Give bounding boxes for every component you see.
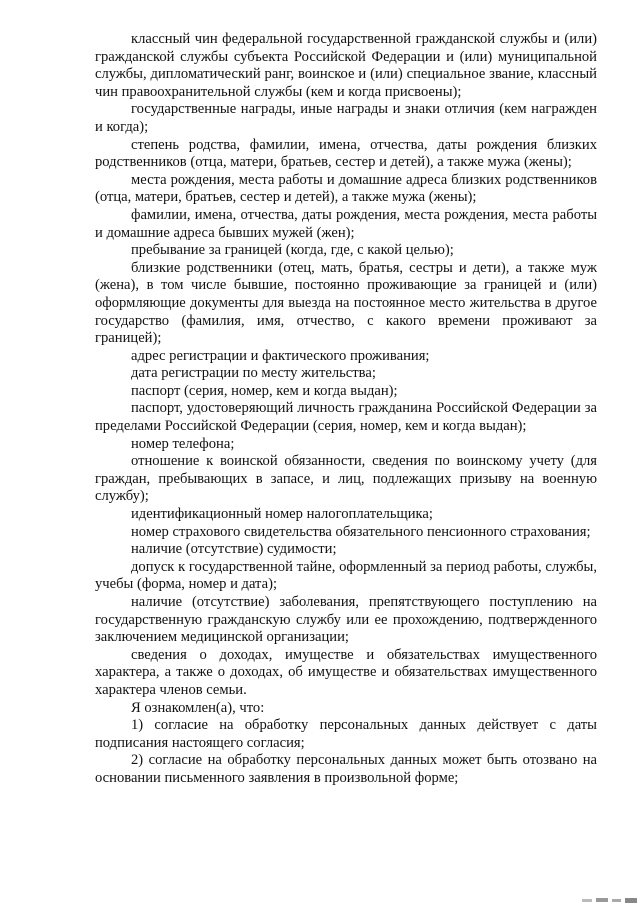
scan-edge-mark	[580, 896, 640, 904]
paragraph-registration-address: адрес регистрации и фактического проживания;	[131, 347, 430, 364]
paragraph-military: отношение к воинской обязанности, сведения по воинскому учету (для граждан, пребывающих в запасе, и лиц, подлежащих призыву на военную службу);	[95, 453, 597, 505]
paragraph-relatives-abroad: близкие родственники (отец, мать, братья, сестры и дети), а также муж (жена), в том числе бывшие, постоянно проживающие за границей и (или) оформляющие документы для выезда на постоянное место жительства в другое государство (фамилия, имя, отчество, с какого времени проживают за границей);	[95, 259, 597, 347]
paragraph-foreign-passport: паспорт, удостоверяющий личность гражданина Российской Федерации за пределами Российской Федерации (серия, номер, кем и когда выдан);	[95, 400, 597, 435]
paragraph-abroad-stay: пребывание за границей (когда, где, с какой целью);	[131, 242, 454, 259]
paragraph-relatives-birth: степень родства, фамилии, имена, отчества, даты рождения близких родственников (отца, матери, братьев, сестер и детей), а также мужа (жены);	[95, 136, 597, 171]
paragraph-registration-date: дата регистрации по месту жительства;	[131, 365, 376, 382]
paragraph-criminal-record: наличие (отсутствие) судимости;	[131, 541, 337, 558]
paragraph-medical: наличие (отсутствие) заболевания, препятствующего поступлению на государственную гражданскую службу или ее прохождению, подтвержденного заключением медицинской организации;	[95, 594, 597, 646]
paragraph-consent-revocation: 2) согласие на обработку персональных данных может быть отозвано на основании письменного заявления в произвольной форме;	[95, 752, 597, 786]
paragraph-pension: номер страхового свидетельства обязательного пенсионного страхования;	[131, 523, 591, 540]
paragraph-phone: номер телефона;	[131, 435, 235, 452]
paragraph-acknowledged: Я ознакомлен(а), что:	[131, 699, 265, 716]
paragraph-relatives-addresses: места рождения, места работы и домашние адреса близких родственников (отца, матери, братьев, сестер и детей), а также мужа (жены);	[95, 171, 597, 206]
paragraph-former-spouses: фамилии, имена, отчества, даты рождения, места рождения, места работы и домашние адреса бывших мужей (жен);	[95, 206, 597, 241]
paragraph-tax-id: идентификационный номер налогоплательщика;	[131, 506, 433, 523]
paragraph-income: сведения о доходах, имуществе и обязательствах имущественного характера, а также о доходах, об имуществе и обязательствах имущественного характера членов семьи.	[95, 646, 597, 698]
paragraph-class-rank: классный чин федеральной государственной гражданской службы и (или) гражданской службы субъекта Российской Федерации и (или) муниципальной службы, дипломатический ранг, воинское и (или) специальное звание, классный чин правоохранительной службы (кем и когда присвоены);	[95, 31, 597, 100]
paragraph-state-secret: допуск к государственной тайне, оформленный за период работы, службы, учебы (форма, номер и дата);	[95, 558, 597, 593]
paragraph-consent-validity: 1) согласие на обработку персональных данных действует с даты подписания настоящего согласия;	[95, 717, 597, 751]
paragraph-awards: государственные награды, иные награды и знаки отличия (кем награжден и когда);	[95, 101, 597, 135]
document-page	[95, 31, 597, 788]
paragraph-passport: паспорт (серия, номер, кем и когда выдан);	[131, 382, 398, 399]
